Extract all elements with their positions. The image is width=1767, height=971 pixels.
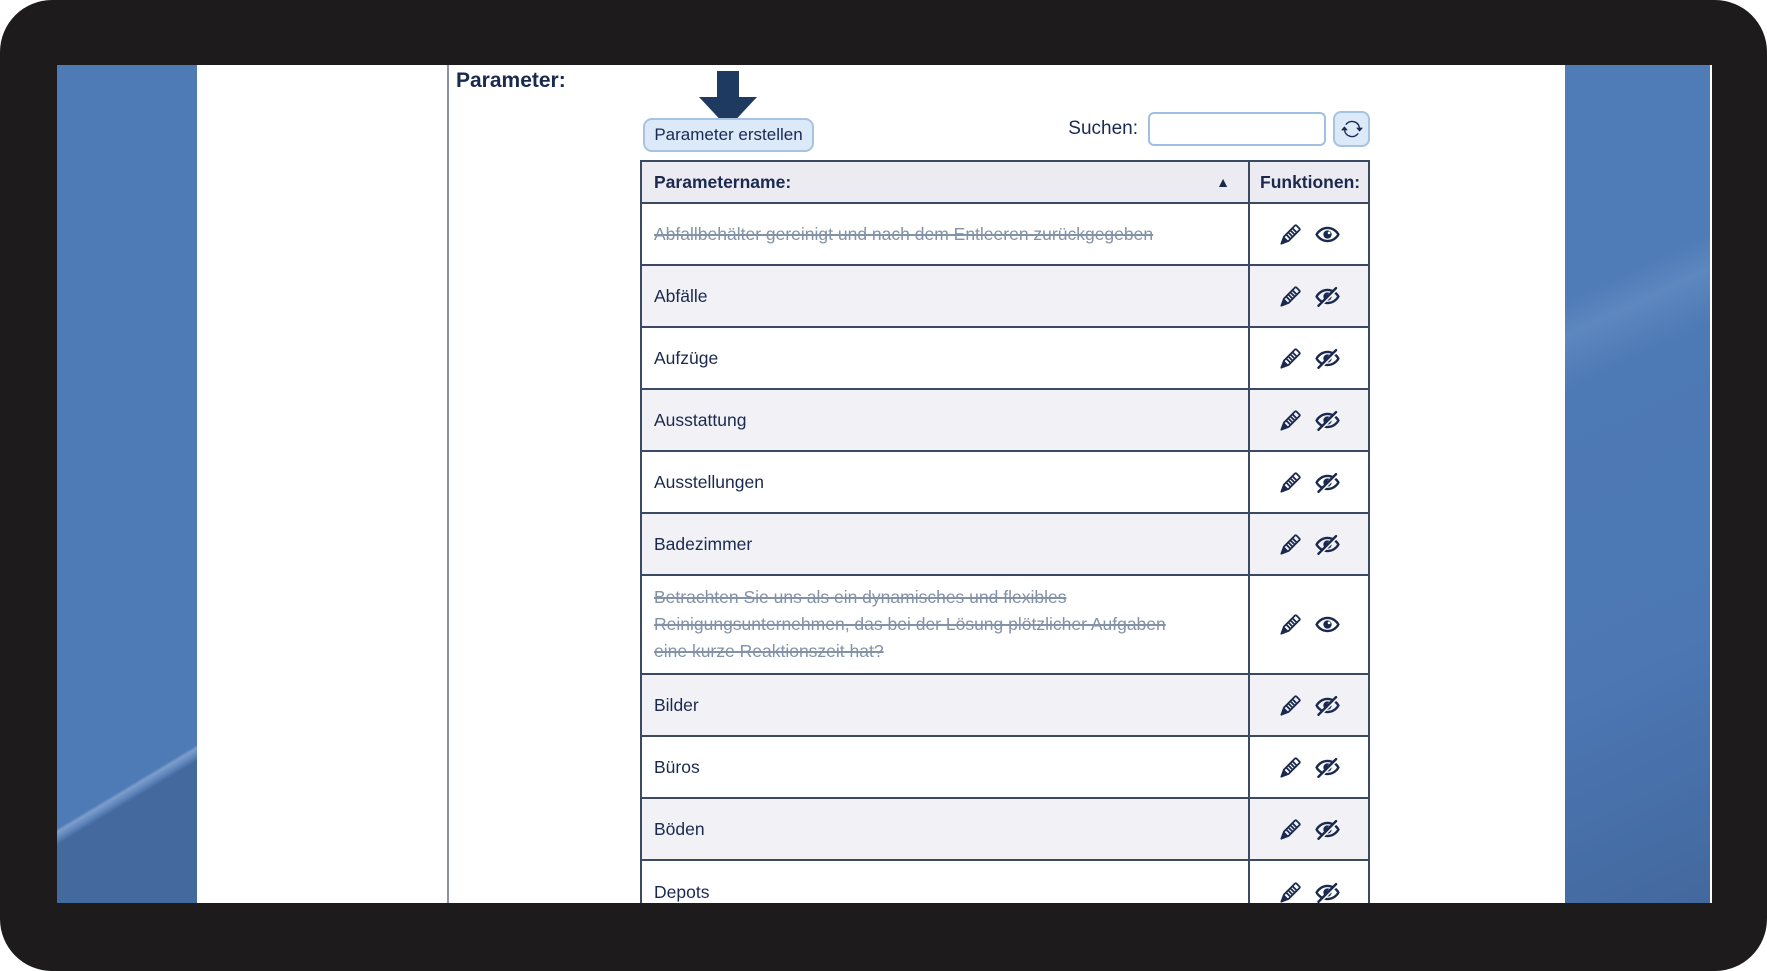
table-body [642,204,1368,903]
table-row [642,452,1368,514]
table-row [642,576,1368,675]
parameter-name: Büros [654,756,700,777]
search-input[interactable] [1148,112,1326,146]
parameters-table [640,160,1370,903]
row-actions [1248,576,1368,673]
row-actions [1248,799,1368,859]
row-actions [1248,266,1368,326]
edit-pencil-icon[interactable] [1278,532,1303,557]
parameter-name: Badezimmer [654,533,753,554]
row-actions [1248,514,1368,574]
create-parameter-button[interactable]: Parameter erstellen [643,118,814,152]
eye-slash-icon[interactable] [1314,531,1341,558]
column-header-label: Parametername: [654,171,792,192]
row-actions [1248,204,1368,264]
eye-icon[interactable] [1314,221,1341,248]
table-row [642,675,1368,737]
edit-pencil-icon[interactable] [1278,817,1303,842]
eye-slash-icon[interactable] [1314,345,1341,372]
eye-slash-icon[interactable] [1314,283,1341,310]
eye-slash-icon[interactable] [1314,407,1341,434]
eye-icon[interactable] [1314,611,1341,638]
table-header-row [642,162,1368,204]
search-label: Suchen: [1068,118,1138,139]
parameter-name: Aufzüge [654,347,719,368]
column-header-parametername[interactable] [642,162,1248,202]
edit-pencil-icon[interactable] [1278,408,1303,433]
eye-slash-icon[interactable] [1314,816,1341,843]
search-area [1068,111,1370,147]
screen [57,65,1712,903]
row-actions [1248,861,1368,903]
parameter-name: Böden [654,818,705,839]
table-row [642,861,1368,903]
page-title: Parameter: [456,69,566,92]
table-row [642,328,1368,390]
edit-pencil-icon[interactable] [1278,222,1303,247]
parameter-name: Ausstattung [654,409,747,430]
parameter-name: Depots [654,881,710,902]
parameter-name: Abfallbehälter gereinigt und nach dem Entleeren zurückgegeben [654,223,1154,244]
eye-slash-icon[interactable] [1314,879,1341,904]
table-row [642,799,1368,861]
right-blue-panel [1565,65,1710,903]
sort-ascending-icon: ▲ [1216,174,1230,190]
eye-slash-icon[interactable] [1314,754,1341,781]
refresh-button[interactable] [1333,111,1370,147]
content-divider-line [447,65,449,903]
refresh-icon [1341,118,1363,140]
table-row [642,204,1368,266]
row-actions [1248,737,1368,797]
edit-pencil-icon[interactable] [1278,755,1303,780]
edit-pencil-icon[interactable] [1278,284,1303,309]
row-actions [1248,452,1368,512]
edit-pencil-icon[interactable] [1278,470,1303,495]
row-actions [1248,675,1368,735]
parameter-name: Betrachten Sie uns als ein dynamisches und flexibles Reinigungsunternehmen, das bei der Lösung plötzlicher Aufgaben eine kurze Reaktionszeit hat? [654,587,1166,661]
table-row [642,390,1368,452]
edit-pencil-icon[interactable] [1278,693,1303,718]
right-panel-gap [1710,65,1712,903]
edit-pencil-icon[interactable] [1278,612,1303,637]
table-row [642,266,1368,328]
row-actions [1248,390,1368,450]
table-row [642,737,1368,799]
row-actions [1248,328,1368,388]
parameter-name: Abfälle [654,285,708,306]
parameter-name: Bilder [654,694,699,715]
eye-slash-icon[interactable] [1314,469,1341,496]
eye-slash-icon[interactable] [1314,692,1341,719]
edit-pencil-icon[interactable] [1278,880,1303,904]
parameter-name: Ausstellungen [654,471,764,492]
left-blue-panel [57,65,197,903]
column-header-funktionen: Funktionen: [1248,162,1368,202]
edit-pencil-icon[interactable] [1278,346,1303,371]
table-row [642,514,1368,576]
